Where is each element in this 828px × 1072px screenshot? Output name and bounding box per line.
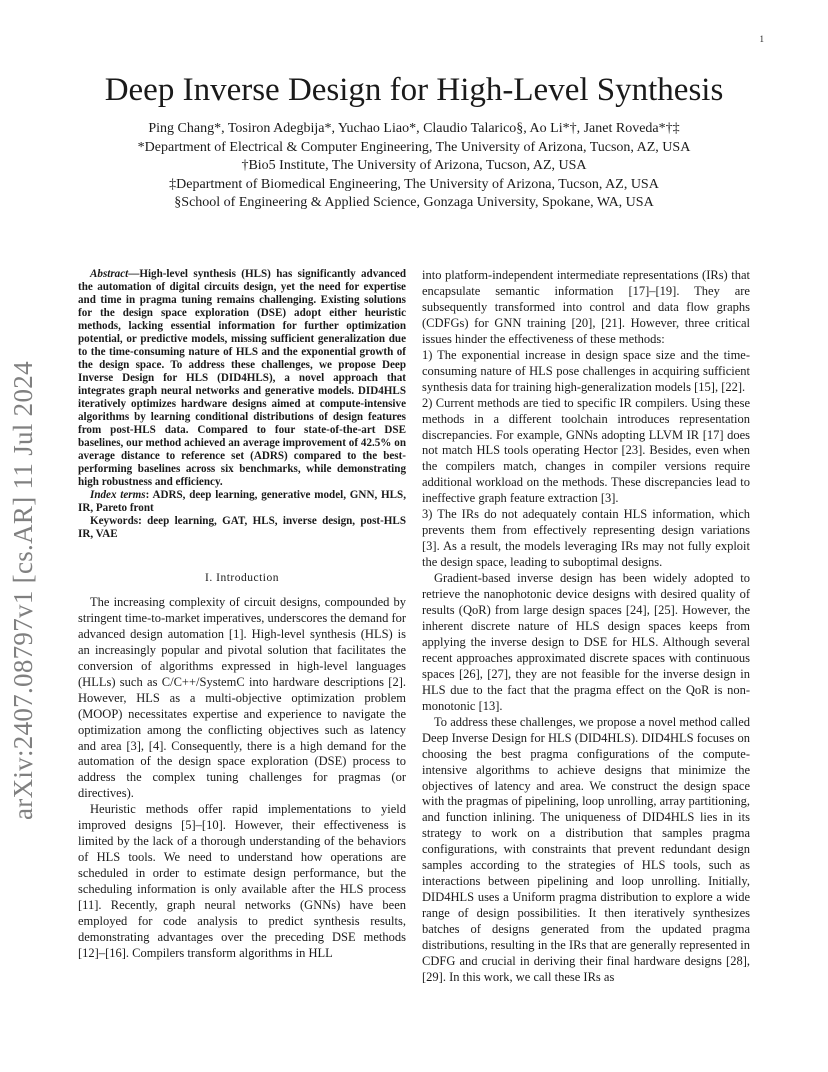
author-block xyxy=(60,120,768,213)
proposal-paragraph: To address these challenges, we propose a novel method called Deep Inverse Design for HLS (DID4HLS). DID4HLS focuses on choosing the best pragma configurations of the compute-intensive algorithms to achieve designs that minimize the objectives of latency and area. We construct the design space with the pragmas of pipelining, loop unrolling, array partitioning, and function inlining. The uniqueness of DID4HLS lies in its strategy to work on a distribution that samples pragma configurations, with constraints that prevent redundant design samples according to the strategies of HLS tools, such as interactions between pipelining and loop unrolling. Initially, DID4HLS uses a Uniform pragma distribution to explore a wide range of design possibilities. It then iteratively synthesizes batches of designs generated from the updated pragma distributions, resulting in the IRs that are generally represented in CDFG and crucial in deriving their final hardware designs [28], [29]. In this work, we call these IRs as xyxy=(422,714,750,984)
affiliation-4: §School of Engineering & Applied Science, Gonzaga University, Spokane, WA, USA xyxy=(174,195,654,210)
issue-item-3: 3) The IRs do not adequately contain HLS information, which prevents them from effectively representing design variations [3]. As a result, the models leveraging IRs may not fully exploit the design space, leading to suboptimal designs. xyxy=(422,507,750,570)
abstract-label: Abstract xyxy=(90,268,129,280)
arxiv-stamp[interactable]: arXiv:2407.08797v1 [cs.AR] 11 Jul 2024 xyxy=(8,361,38,820)
intro-paragraph-1: The increasing complexity of circuit designs, compounded by stringent time-to-market imperatives, underscores the demand for advanced design automation [1]. High-level synthesis (HLS) is an increasingly popular and pivotal solution that facilitates the conversion of algorithms expressed in high-level languages (HLLs) such as C/C++/SystemC into hardware descriptions [2]. However, HLS as a multi-objective optimization problem (MOOP) necessitates expertise and experience to navigate the optimization among the conflicting objectives such as latency and area [3], [4]. Consequently, there is a high demand for the automation of the design space exploration (DSE) process to address the complex tuning challenges for pragmas (or directives). xyxy=(78,594,407,801)
keywords: Keywords: deep learning, GAT, HLS, inverse design, post-HLS IR, VAE xyxy=(78,515,406,540)
index-terms-text: : ADRS, deep learning, generative model, GNN, HLS, IR, Pareto front xyxy=(78,489,406,514)
page-number: 1 xyxy=(759,34,764,44)
inverse-design-paragraph: Gradient-based inverse design has been widely adopted to retrieve the nanophotonic device designs with desired quality of results (QoR) from large design spaces [24], [25]. However, the inherent discrete nature of HLS design spaces keeps from applying the inverse design to DSE for HLS. Although several recent approaches approximated discrete spaces with continuous spaces [26], [27], they are not feasible for the inverse design in HLS due to the fact that the pragma effect on the QoR is non-monotonic [13]. xyxy=(422,571,750,713)
issue-item-1: 1) The exponential increase in design space size and the time-consuming nature of HLS pose challenges in acquiring sufficient synthesis data for training high-generalization models [15], [22]. xyxy=(422,347,750,394)
paper-title: Deep Inverse Design for High-Level Synthesis xyxy=(104,72,724,108)
abstract xyxy=(78,268,406,489)
affiliation-2: †Bio5 Institute, The University of Arizona, Tucson, AZ, USA xyxy=(241,158,587,173)
left-column xyxy=(78,268,406,962)
intro-paragraph-2: Heuristic methods offer rapid implementations to yield improved designs [5]–[10]. However, their effectiveness is limited by the lack of a thorough understanding of the behaviors of HLS tools. We need to understand how operations are scheduled in order to estimate design performance, but the scheduling information is only available after the HLS process [11]. Recently, graph neural networks (GNNs) have been employed for code analysis to predict synthesis results, demonstrating advantages over the preceding DSE methods [12]–[16]. Compilers transform algorithms in HLL xyxy=(78,802,406,960)
section-heading-introduction: I. Introduction xyxy=(205,572,279,584)
index-terms-label: Index terms xyxy=(90,489,146,501)
index-terms xyxy=(78,489,406,515)
abstract-text: —High-level synthesis (HLS) has significantly advanced the automation of digital circuits design, yet the need for expertise and time in pragma tuning remains challenging. Existing solutions for the design space exploration (DSE) adopt either heuristic methods, lacking essential information for further optimization potential, or predictive models, missing sufficient generalization due to the time-consuming nature of HLS and the exponential growth of the design space. To address these challenges, we propose Deep Inverse Design for HLS (DID4HLS), a novel approach that integrates graph neural networks and generative models. DID4HLS iteratively optimizes hardware designs aimed at compute-intensive algorithms by learning conditional distributions of design features from post-HLS data. Compared to four state-of-the-art DSE baselines, our method achieved an average improvement of 42.5% on average distance to reference set (ADRS) compared to the best-performing baselines across six benchmarks, while demonstrating high robustness and efficiency. xyxy=(78,268,406,488)
issue-item-2: 2) Current methods are tied to specific IR compilers. Using these methods in a different toolchain introduces representation discrepancies. For example, GNNs adopting LLVM IR [17] does not match HLS tools operating Hector [23]. Besides, even when the compilers match, changes in compiler versions require additional workload on the methods. These discrepancies lead to ineffective graph feature extraction [3]. xyxy=(422,395,750,506)
right-column xyxy=(422,268,750,986)
right-block-continuation: into platform-independent intermediate representations (IRs) that encapsulate semantic information [17]–[19]. They are subsequently transformed into control and data flow graphs (CDFGs) for GNN training [20], [21]. However, three critical issues hinder the effectiveness of these methods: xyxy=(422,268,750,346)
affiliation-3: ‡Department of Biomedical Engineering, The University of Arizona, Tucson, AZ, USA xyxy=(169,176,659,192)
affiliation-1: *Department of Electrical & Computer Engineering, The University of Arizona, Tucson, AZ, USA xyxy=(137,139,691,155)
author-names: Ping Chang*, Tosiron Adegbija*, Yuchao Liao*, Claudio Talarico§, Ao Li*†, Janet Roveda*†‡ xyxy=(148,121,680,136)
